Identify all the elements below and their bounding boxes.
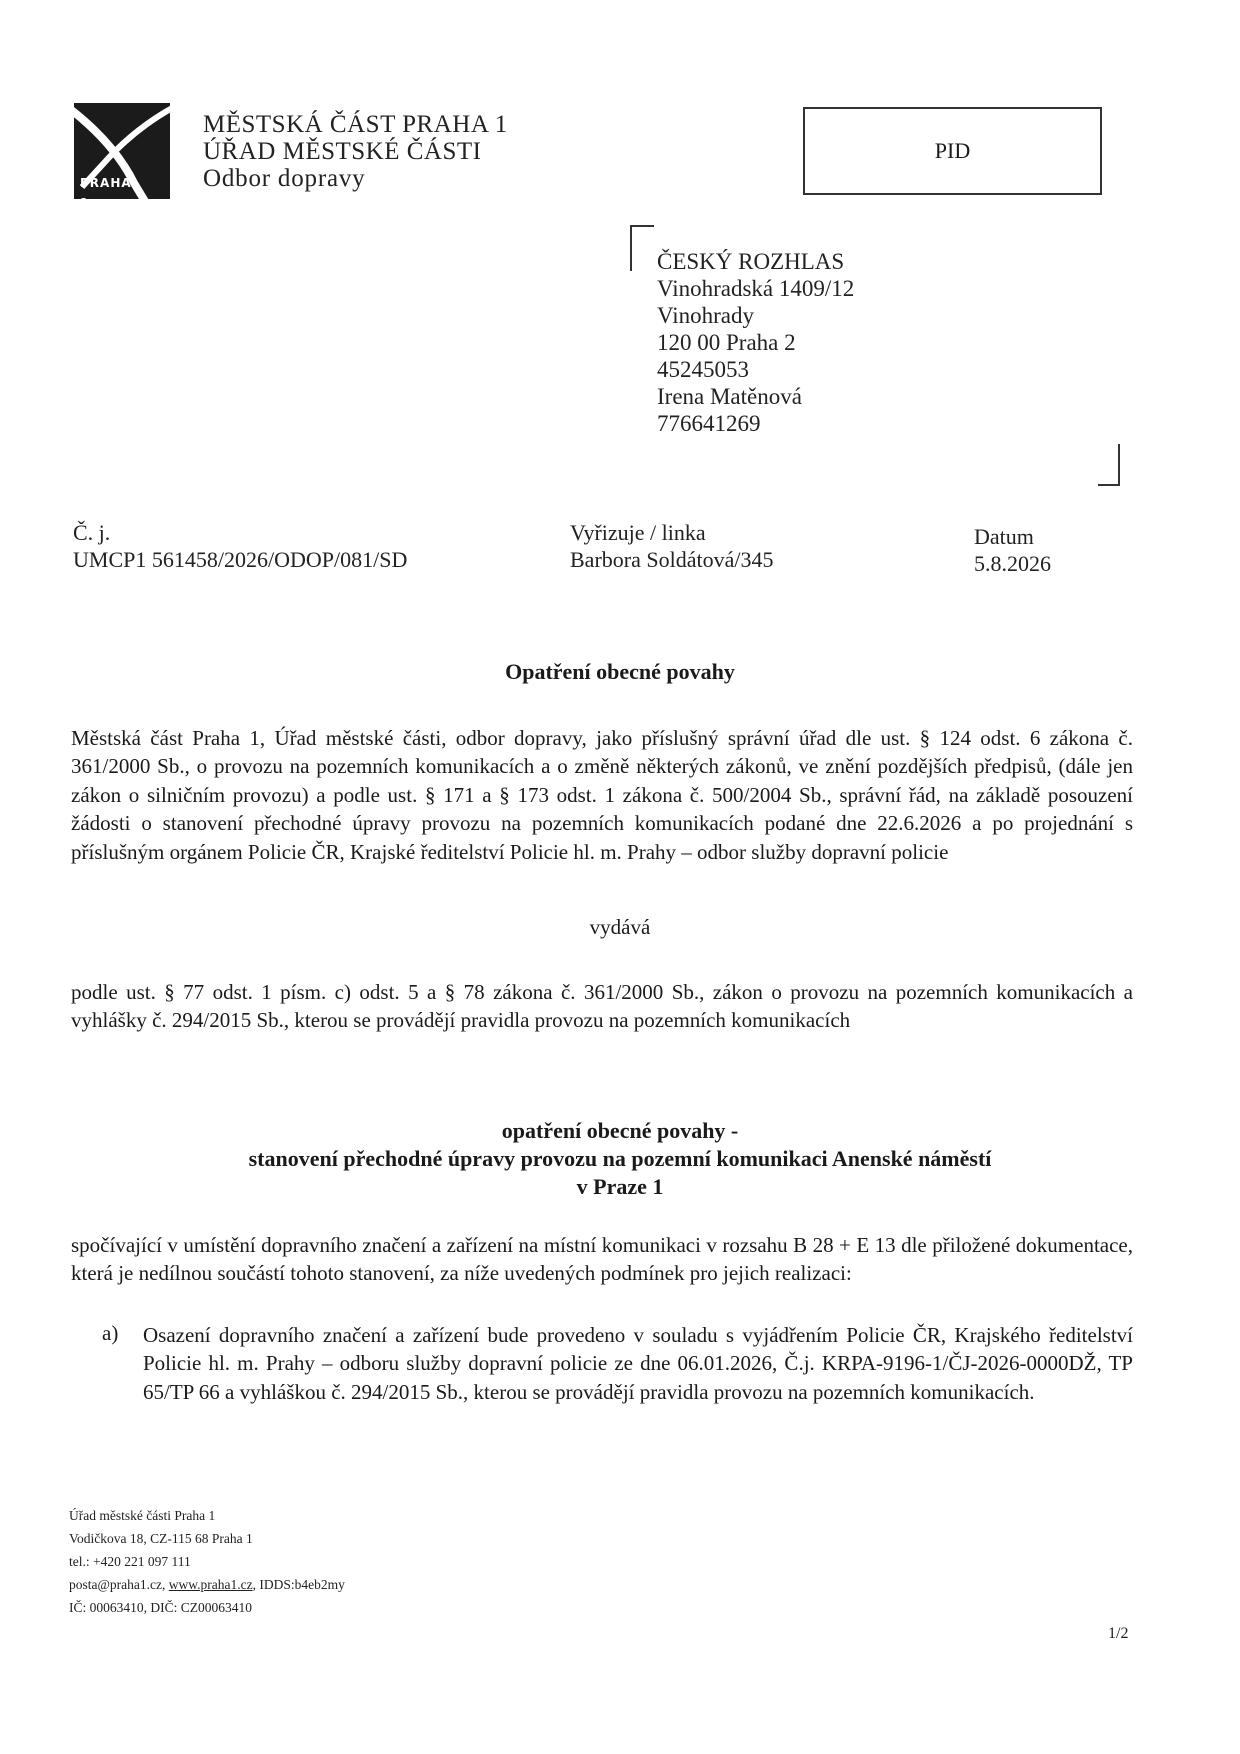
footer-web-link[interactable]: www.praha1.cz [168,1577,253,1592]
recipient-contact: Irena Matěnová [657,384,802,409]
praha1-logo [74,103,170,210]
decision-heading-line2: stanovení přechodné úpravy provozu na pozemní komunikaci Anenské náměstí [248,1146,992,1171]
date-value: 5.8.2026 [974,551,1051,576]
decision-heading-line1: opatření obecné povahy - [501,1118,739,1143]
footer-ids: IČ: 00063410, DIČ: CZ00063410 [69,1600,253,1615]
recipient-id: 45245053 [657,357,749,382]
condition-a-text: Osazení dopravního značení a zařízení bude provedeno v souladu s vyjádřením Policie ČR, Krajského ředitelství Policie hl. m. Prahy – odboru služby dopravní policie ze dne 06.01.2026, Č.j. KRPA-9196-1/ČJ-2026-0000DŽ, TP 65/TP 66 a vyhláškou č. 294/2015 Sb., kterou se provádějí pravidla provozu na pozemních komunikacích. [143,1323,1133,1404]
page-number: 1/2 [1108,1625,1129,1642]
footer-contacts [69,1573,345,1596]
pid-label: PID [934,138,971,163]
document-title: Opatření obecné povahy [505,659,735,684]
handler-label: Vyřizuje / linka [570,520,706,545]
footer-idds: , IDDS:b4eb2my [252,1577,345,1592]
org-name-line2: ÚŘAD MĚSTSKÉ ČÁSTI [203,138,482,165]
recipient-district: Vinohrady [657,303,754,328]
recipient-street: Vinohradská 1409/12 [657,276,855,301]
org-name-line1: MĚSTSKÁ ČÁST PRAHA 1 [203,111,508,138]
recipient-phone: 776641269 [657,411,761,436]
footer-office: Úřad městské části Praha 1 [69,1508,216,1523]
org-department: Odbor dopravy [203,165,366,192]
cj-value: UMCP1 561458/2026/ODOP/081/SD [73,547,408,572]
intro-paragraph: Městská část Praha 1, Úřad městské části, odbor dopravy, jako příslušný správní úřad dle ust. § 124 odst. 6 zákona č. 361/2000 Sb., o provozu na pozemních komunikacích a o změně některých zákonů, ve znění pozdějších předpisů, (dále jen zákon o silničním provozu) a podle ust. § 171 a § 173 odst. 1 zákona č. 500/2004 Sb., správní řád, na základě posouzení žádosti o stanovení přechodné úpravy provozu na pozemních komunikacích podané dne 22.6.2026 a po projednání s příslušným orgánem Policie ČR, Krajské ředitelství Policie hl. m. Prahy – odbor služby dopravní policie [71,726,1133,864]
decision-heading-line3: v Praze 1 [576,1174,664,1199]
legal-basis-paragraph: podle ust. § 77 odst. 1 písm. c) odst. 5 a § 78 zákona č. 361/2000 Sb., zákon o provozu na pozemních komunikacích a vyhlášky č. 294/2015 Sb., kterou se provádějí pravidla provozu na pozemních komunikacích [71,980,1133,1033]
handler-value: Barbora Soldátová/345 [570,547,774,572]
recipient-city: 120 00 Praha 2 [657,330,796,355]
condition-a-label: a) [102,1321,119,1345]
address-corner-bottom-right [1098,444,1120,486]
date-label: Datum [974,524,1034,549]
footer-address: Vodičkova 18, CZ-115 68 Praha 1 [69,1531,253,1546]
recipient-name: ČESKÝ ROZHLAS [657,249,845,274]
address-corner-top-left [630,225,654,271]
issues-word: vydává [589,915,651,939]
pid-box [803,107,1102,195]
cj-label: Č. j. [73,520,111,545]
logo-text: PRAHA 1 [80,176,132,210]
footer-phone: tel.: +420 221 097 111 [69,1554,191,1569]
scope-paragraph: spočívající v umístění dopravního značení a zařízení na místní komunikaci v rozsahu B 28 + E 13 dle přiložené dokumentace, která je nedílnou součástí tohoto stanovení, za níže uvedených podmínek pro jejich realizaci: [71,1233,1133,1286]
footer-email: posta@praha1.cz, [69,1577,169,1592]
